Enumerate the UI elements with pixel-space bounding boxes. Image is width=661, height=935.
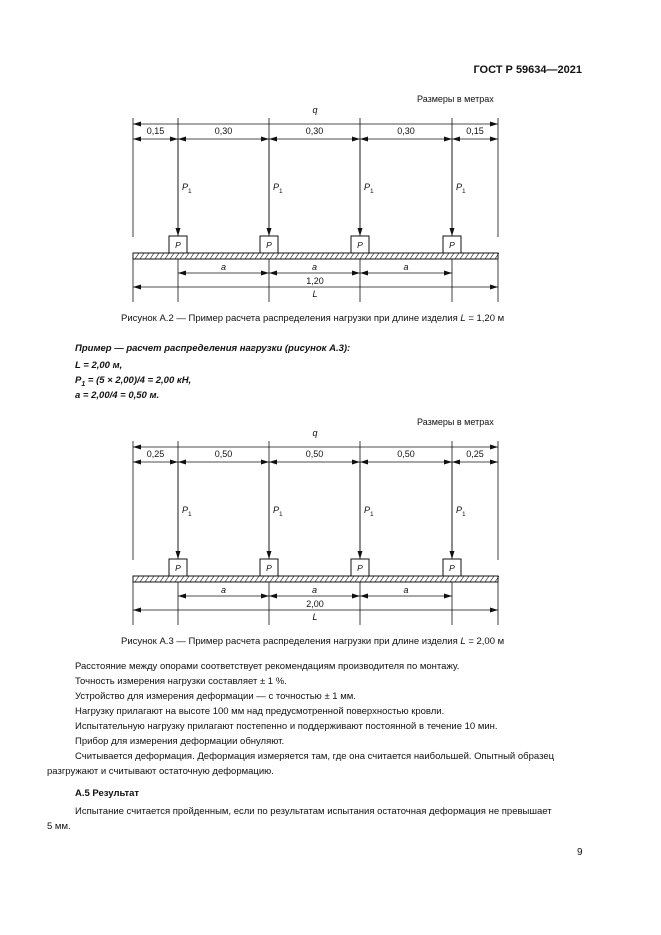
segment-arrow (490, 137, 498, 142)
segment-label: 0,25 (466, 449, 484, 459)
segment-arrow (170, 460, 178, 465)
load-box-label: P (266, 240, 272, 250)
segment-arrow (269, 460, 277, 465)
example-line-1: L = 2,00 м, (75, 360, 123, 371)
force-label: P (456, 505, 463, 515)
force-label: P (182, 182, 189, 192)
total-arrow-left (133, 285, 141, 290)
spacing-arrow (360, 594, 368, 599)
segment-arrow (133, 460, 141, 465)
segment-arrow (452, 460, 460, 465)
figure2-diagram (0, 100, 661, 305)
segment-arrow (178, 137, 186, 142)
load-box-label: P (175, 240, 181, 250)
segment-arrow (490, 460, 498, 465)
segment-label: 0,30 (305, 126, 324, 136)
force-arrow (267, 551, 272, 559)
load-arrow-left (133, 445, 141, 450)
spacing-arrow (444, 594, 452, 599)
force-arrow (450, 551, 455, 559)
force-subscript: 1 (279, 511, 283, 518)
force-label: P (364, 505, 371, 515)
total-label: 1,20 (306, 276, 324, 286)
spacing-arrow (178, 271, 186, 276)
segment-arrow (178, 460, 186, 465)
section-text-1: Испытание считается пройденным, если по результатам испытания остаточная деформация не превышает (75, 806, 552, 817)
spacing-arrow (360, 271, 368, 276)
spacing-arrow (352, 271, 360, 276)
load-box-label: P (357, 563, 363, 573)
segment-label: 0,25 (146, 449, 165, 459)
force-label: P (273, 505, 280, 515)
spacing-arrow (261, 594, 269, 599)
body-line-2: Точность измерения нагрузки составляет ± 1 %. (75, 676, 287, 687)
segment-arrow (133, 137, 141, 142)
spacing-label: a (220, 262, 227, 272)
body-line-6: Прибор для измерения деформации обнуляют. (75, 736, 285, 747)
force-label: P (182, 505, 189, 515)
body-line-1: Расстояние между опорами соответствует рекомендациям производителя по монтажу. (75, 661, 460, 672)
force-arrow (358, 551, 363, 559)
segment-label: 0,30 (214, 126, 233, 136)
figure2-caption: Рисунок А.2 — Пример расчета распределения нагрузки при длине изделия L = 1,20 м (121, 313, 505, 324)
segment-arrow (352, 137, 360, 142)
figure2-units-note: Размеры в метрах (417, 94, 494, 104)
force-arrow (176, 551, 181, 559)
figure3-diagram (0, 423, 661, 628)
segment-arrow (269, 137, 277, 142)
force-arrow (176, 228, 181, 236)
force-label: P (456, 182, 463, 192)
load-box-label: P (449, 563, 455, 573)
spacing-label: a (220, 585, 227, 595)
load-arrow-right (490, 122, 498, 127)
segment-label: 0,50 (305, 449, 324, 459)
spacing-label: a (311, 262, 318, 272)
spacing-arrow (352, 594, 360, 599)
segment-arrow (444, 137, 452, 142)
spacing-arrow (444, 271, 452, 276)
spacing-arrow (269, 271, 277, 276)
length-label: L (312, 612, 318, 622)
example-line-3: a = 2,00/4 = 0,50 м. (75, 390, 160, 401)
spacing-arrow (269, 594, 277, 599)
spacing-label: a (311, 585, 318, 595)
force-arrow (358, 228, 363, 236)
segment-label: 0,50 (214, 449, 233, 459)
total-arrow-right (490, 285, 498, 290)
spacing-arrow (178, 594, 186, 599)
section-title: А.5 Результат (75, 788, 140, 799)
force-subscript: 1 (370, 188, 374, 195)
spacing-arrow (261, 271, 269, 276)
force-label: P (273, 182, 280, 192)
segment-arrow (452, 137, 460, 142)
total-arrow-right (490, 608, 498, 613)
body-line-3: Устройство для измерения деформации — с точностью ± 1 мм. (75, 691, 356, 702)
load-box-label: P (357, 240, 363, 250)
segment-arrow (360, 137, 368, 142)
body-line-5: Испытательную нагрузку прилагают постепенно и поддерживают постоянной в течение 10 мин. (75, 721, 498, 732)
force-arrow (450, 228, 455, 236)
load-arrow-left (133, 122, 141, 127)
load-box-label: P (449, 240, 455, 250)
force-subscript: 1 (462, 511, 466, 518)
example-title: Пример — расчет распределения нагрузки (рисунок А.3): (75, 343, 351, 354)
load-box-label: P (266, 563, 272, 573)
segment-arrow (360, 460, 368, 465)
figure3-units-note: Размеры в метрах (417, 417, 494, 427)
spacing-label: a (403, 262, 409, 272)
segment-label: 0,15 (466, 126, 484, 136)
load-label: q (312, 105, 318, 115)
segment-arrow (444, 460, 452, 465)
length-label: L (312, 289, 318, 299)
force-subscript: 1 (370, 511, 374, 518)
body-line-4: Нагрузку прилагают на высоте 100 мм над предусмотренной поверхностью кровли. (75, 706, 445, 717)
standard-header: ГОСТ Р 59634—2021 (473, 64, 582, 76)
segment-label: 0,50 (397, 449, 415, 459)
body-line-7: Считывается деформация. Деформация измеряется там, где она считается наибольшей. Опытный образец (75, 751, 555, 762)
force-subscript: 1 (188, 511, 192, 518)
figure3-caption: Рисунок А.3 — Пример расчета распределения нагрузки при длине изделия L = 2,00 м (121, 636, 505, 647)
load-arrow-right (490, 445, 498, 450)
segment-arrow (352, 460, 360, 465)
page-number: 9 (577, 847, 583, 858)
segment-arrow (261, 460, 269, 465)
section-text-2: 5 мм. (47, 821, 71, 832)
force-arrow (267, 228, 272, 236)
segment-label: 0,15 (146, 126, 165, 136)
spacing-label: a (403, 585, 409, 595)
body-line-8: разгружают и считывают остаточную деформацию. (47, 766, 274, 777)
segment-arrow (261, 137, 269, 142)
example-line-2: $P_1 = (5 \times 2,00)/4 = 2,00$ кН, (75, 375, 192, 388)
force-subscript: 1 (462, 188, 466, 195)
total-arrow-left (133, 608, 141, 613)
force-label: P (364, 182, 371, 192)
force-subscript: 1 (188, 188, 192, 195)
force-subscript: 1 (279, 188, 283, 195)
segment-arrow (170, 137, 178, 142)
segment-label: 0,30 (397, 126, 415, 136)
load-box-label: P (175, 563, 181, 573)
load-label: q (312, 428, 318, 438)
total-label: 2,00 (306, 599, 324, 609)
